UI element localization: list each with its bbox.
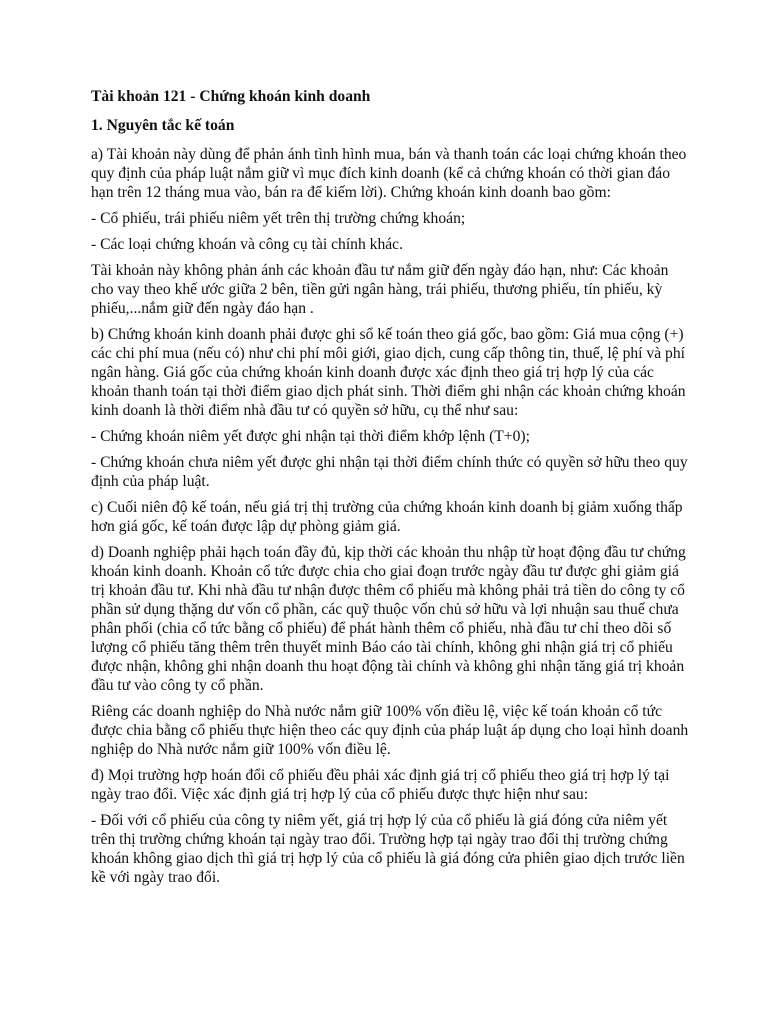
- bullet-listed-recognition: - Chứng khoán niêm yết được ghi nhận tại thời điểm khớp lệnh (T+0);: [91, 428, 530, 445]
- document-title: Tài khoản 121 - Chứng khoán kinh doanh: [91, 88, 371, 105]
- paragraph-state-owned: Riêng các doanh nghiệp do Nhà nước nắm giữ 100% vốn điều lệ, việc kế toán khoản cổ tức được chia bằng cổ phiếu thực hiện theo các quy định của pháp luật áp dụng cho loại hình doanh nghiệp do Nhà nước nắm giữ 100% vốn điều lệ.: [91, 703, 689, 758]
- bullet-other-securities: - Các loại chứng khoán và công cụ tài chính khác.: [91, 236, 403, 253]
- bullet-listed-securities: - Cổ phiếu, trái phiếu niêm yết trên thị trường chứng khoán;: [91, 210, 466, 227]
- section-heading: 1. Nguyên tắc kế toán: [91, 117, 235, 134]
- paragraph-exclusions: Tài khoản này không phản ánh các khoản đầu tư nắm giữ đến ngày đáo hạn, như: Các khoản cho vay theo khế ước giữa 2 bên, tiền gửi ngân hàng, trái phiếu, thương phiếu, tín phiếu, kỳ phiếu,...nắm giữ đến ngày đáo hạn .: [91, 262, 669, 317]
- paragraph-b: b) Chứng khoán kinh doanh phải được ghi sổ kế toán theo giá gốc, bao gồm: Giá mua cộng (+) các chi phí mua (nếu có) như chi phí môi giới, giao dịch, cung cấp thông tin, thuế, lệ phí và phí ngân hàng. Giá gốc của chứng khoán kinh doanh được xác định theo giá trị hợp lý của các khoản thanh toán tại thời điểm giao dịch phát sinh. Thời điểm ghi nhận các khoản chứng khoán kinh doanh là thời điểm nhà đầu tư có quyền sở hữu, cụ thể như sau:: [91, 326, 686, 419]
- bullet-unlisted-recognition: - Chứng khoán chưa niêm yết được ghi nhận tại thời điểm chính thức có quyền sở hữu theo quy định của pháp luật.: [91, 454, 688, 490]
- paragraph-c: c) Cuối niên độ kế toán, nếu giá trị thị trường của chứng khoán kinh doanh bị giảm xuống thấp hơn giá gốc, kế toán được lập dự phòng giảm giá.: [91, 499, 683, 535]
- paragraph-d: d) Doanh nghiệp phải hạch toán đầy đủ, kịp thời các khoản thu nhập từ hoạt động đầu tư chứng khoán kinh doanh. Khoản cổ tức được chia cho giai đoạn trước ngày đầu tư được ghi giảm giá trị khoản đầu tư. Khi nhà đầu tư nhận được thêm cổ phiếu mà không phải trả tiền do công ty cổ phần sử dụng thặng dư vốn cổ phần, các quỹ thuộc vốn chủ sở hữu và lợi nhuận sau thuế chưa phân phối (chia cổ tức bằng cổ phiếu) để phát hành thêm cổ phiếu, nhà đầu tư chỉ theo dõi số lượng cổ phiếu tăng thêm trên thuyết minh Báo cáo tài chính, không ghi nhận giá trị cổ phiếu được nhận, không ghi nhận doanh thu hoạt động tài chính và không ghi nhận tăng giá trị khoản đầu tư vào công ty cổ phần.: [91, 544, 686, 694]
- paragraph-dd: đ) Mọi trường hợp hoán đổi cổ phiếu đều phải xác định giá trị cổ phiếu theo giá trị hợp lý tại ngày trao đổi. Việc xác định giá trị hợp lý của cổ phiếu được thực hiện như sau:: [91, 767, 670, 803]
- document-body: [91, 87, 691, 894]
- bullet-listed-fair-value: - Đối với cổ phiếu của công ty niêm yết, giá trị hợp lý của cổ phiếu là giá đóng cửa niêm yết trên thị trường chứng khoán tại ngày trao đổi. Trường hợp tại ngày trao đổi thị trường chứng khoán không giao dịch thì giá trị hợp lý của cổ phiếu là giá đóng cửa phiên giao dịch trước liền kề với ngày trao đổi.: [91, 812, 685, 886]
- paragraph-a: a) Tài khoản này dùng để phản ánh tình hình mua, bán và thanh toán các loại chứng khoán theo quy định của pháp luật nắm giữ vì mục đích kinh doanh (kể cả chứng khoán có thời gian đáo hạn trên 12 tháng mua vào, bán ra để kiếm lời). Chứng khoán kinh doanh bao gồm:: [91, 146, 687, 201]
